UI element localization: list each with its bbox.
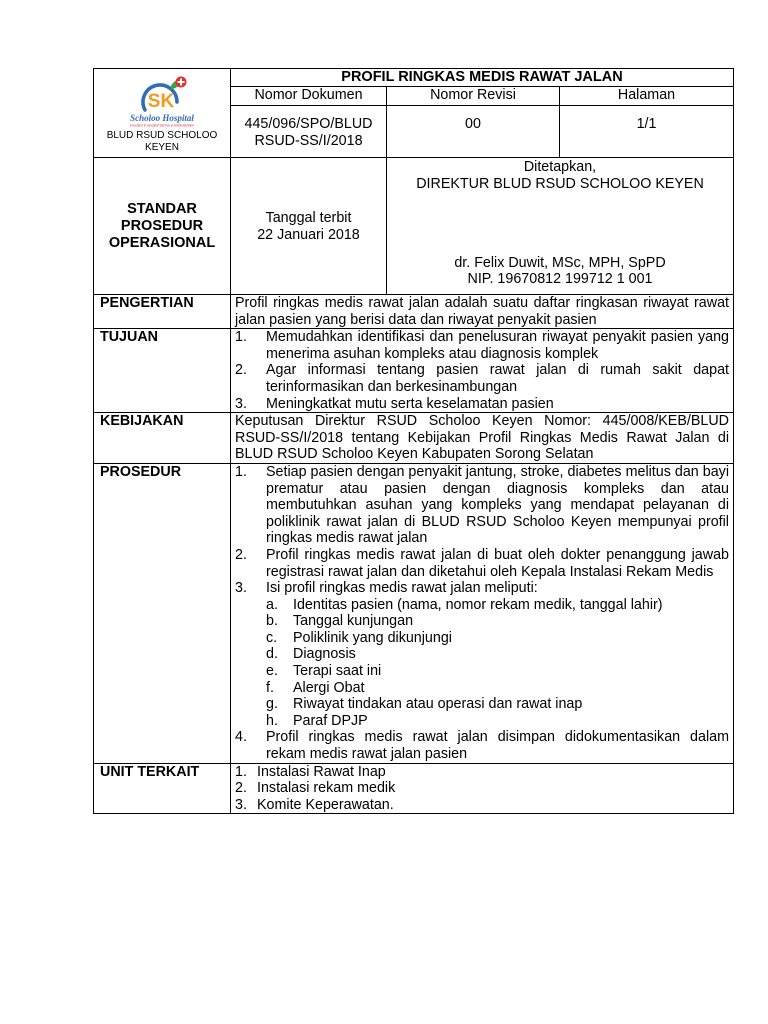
tujuan-content [231, 329, 734, 413]
sub-list-item [266, 680, 729, 697]
sop-title-line: STANDAR [127, 200, 197, 217]
sub-list-letter: f. [266, 679, 274, 696]
list-number: 4. [235, 729, 247, 746]
list-number: 2. [235, 546, 247, 563]
page-cell [560, 106, 734, 158]
sub-list-letter: d. [266, 646, 278, 663]
signer-name: dr. Felix Duwit, MSc, MPH, SpPD [454, 254, 666, 271]
list-text: Instalasi rekam medik [257, 780, 396, 797]
hospital-logo [94, 69, 230, 128]
page-value: 1/1 [636, 116, 657, 133]
sub-list-item [266, 713, 729, 730]
section-label-tujuan: TUJUAN [94, 329, 231, 413]
list-text: Profil ringkas medis rawat jalan di buat oleh dokter penanggung jawab registrasi rawat jalan dan diketahui oleh Kepala Instalasi Rekam Medis [266, 546, 729, 580]
approval-cell [387, 158, 734, 295]
hospital-name: BLUD RSUD SCHOLOO KEYEN [106, 130, 218, 153]
issue-date-value: 22 Januari 2018 [257, 227, 360, 243]
section-label-unit-terkait: UNIT TERKAIT [94, 763, 231, 814]
list-number: 1. [235, 763, 247, 780]
sub-list-text: Alergi Obat [293, 679, 365, 696]
unit-terkait-content [231, 763, 734, 814]
sub-list-item [266, 597, 729, 614]
list-number: 3. [235, 395, 247, 412]
sop-title-line: OPERASIONAL [108, 234, 216, 251]
list-text: Profil ringkas medis rawat jalan disimpan didokumentasikan dalam rekam medis rawat jalan pasien [266, 729, 729, 763]
logo-initials: SK [147, 91, 175, 112]
list-text: Setiap pasien dengan penyakit jantung, stroke, diabetes melitus dan bayi prematur atau pasien dengan diagnosis kompleks dan atau membutuhkan asuhan yang kompleks yang mendapat pelayanan di poliklinik rawat jalan di BLUD RSUD Scholoo Keyen mempunyai profil ringkas medis rawat jalan [266, 463, 729, 547]
signer-nip: NIP. 19670812 199712 1 001 [467, 271, 653, 288]
scholoo-hospital-logo-icon [125, 72, 199, 128]
sub-list-text: Diagnosis [293, 646, 356, 663]
list-item [235, 729, 729, 762]
list-text: Isi profil ringkas medis rawat jalan meliputi: [266, 580, 538, 597]
kebijakan-text: Keputusan Direktur RSUD Scholoo Keyen Nomor: 445/008/KEB/BLUD RSUD-SS/I/2018 tentang Kebijakan Profil Ringkas Medis Rawat Jalan di BLUD RSUD Scholoo Keyen Kabupaten Sorong Selatan [231, 413, 734, 464]
list-number: 3. [235, 796, 247, 813]
revision-cell [387, 106, 560, 158]
sub-list-letter: b. [266, 613, 278, 630]
logo-tagline: Excellent in Hospital Service & Administration [129, 123, 195, 128]
sub-list-item [266, 613, 729, 630]
approval-label: Ditetapkan, [523, 159, 597, 175]
sop-document-table [93, 68, 734, 814]
sub-list-item [266, 663, 729, 680]
sub-list-text: Tanggal kunjungan [293, 613, 414, 630]
section-label-kebijakan: KEBIJAKAN [94, 413, 231, 464]
approval-office: DIREKTUR BLUD RSUD SCHOLOO KEYEN [416, 175, 704, 192]
revision-value: 00 [465, 116, 481, 133]
list-text: Memudahkan identifikasi dan penelusuran riwayat penyakit pasien yang menerima asuhan kompleks atau diagnosis komplek [266, 329, 729, 362]
sub-list-letter: a. [266, 596, 278, 613]
list-number: 3. [235, 580, 247, 597]
list-text: Instalasi Rawat Inap [257, 763, 386, 780]
list-text: Meningkatkat mutu serta keselamatan pasien [266, 395, 554, 412]
section-label-pengertian: PENGERTIAN [94, 295, 231, 329]
sub-list-letter: c. [266, 629, 278, 646]
sub-list-letter: g. [266, 696, 278, 713]
sub-list-text: Identitas pasien (nama, nomor rekam medik, tanggal lahir) [293, 596, 663, 613]
sub-list-letter: e. [266, 663, 278, 680]
sub-list-text: Terapi saat ini [293, 663, 382, 680]
logo-cell [94, 69, 231, 158]
sub-list-text: Riwayat tindakan atau operasi dan rawat inap [293, 696, 583, 713]
sub-list [266, 597, 729, 730]
sub-list-letter: h. [266, 712, 278, 729]
sop-title [94, 158, 231, 295]
list-item [235, 329, 729, 362]
list-item [235, 764, 729, 781]
sub-list-item [266, 630, 729, 647]
list-number: 2. [235, 780, 247, 797]
revision-label: Nomor Revisi [387, 87, 560, 106]
sub-list-item [266, 646, 729, 663]
list-number: 1. [235, 329, 247, 346]
issue-date-cell [231, 158, 387, 295]
prosedur-content [231, 463, 734, 763]
document-title: PROFIL RINGKAS MEDIS RAWAT JALAN [231, 69, 734, 87]
section-label-prosedur: PROSEDUR [94, 463, 231, 763]
sub-list-item [266, 696, 729, 713]
page-label: Halaman [560, 87, 734, 106]
list-item [235, 464, 729, 547]
list-number: 2. [235, 362, 247, 379]
list-text: Agar informasi tentang pasien rawat jalan di rumah sakit dapat terinformasikan dan berkesinambungan [266, 362, 729, 395]
pengertian-text: Profil ringkas medis rawat jalan adalah suatu daftar ringkasan riwayat rawat jalan pasien yang berisi data dan riwayat penyakit pasien [231, 295, 734, 329]
sub-list-text: Poliklinik yang dikunjungi [293, 629, 452, 646]
sub-list-text: Paraf DPJP [293, 712, 368, 729]
list-item [235, 396, 729, 413]
list-item [235, 362, 729, 395]
logo-text: Scholoo Hospital [130, 113, 194, 123]
list-item [235, 780, 729, 797]
doc-number-cell [231, 106, 387, 158]
doc-number-label: Nomor Dokumen [231, 87, 387, 106]
sop-title-line: PROSEDUR [120, 217, 204, 234]
list-number: 1. [235, 463, 247, 480]
list-item [235, 580, 729, 729]
list-text: Komite Keperawatan. [257, 796, 394, 813]
doc-number-value: 445/096/SPO/BLUD RSUD-SS/I/2018 [244, 116, 373, 149]
issue-date-label: Tanggal terbit [265, 210, 352, 227]
list-item [235, 797, 729, 814]
list-item [235, 547, 729, 580]
